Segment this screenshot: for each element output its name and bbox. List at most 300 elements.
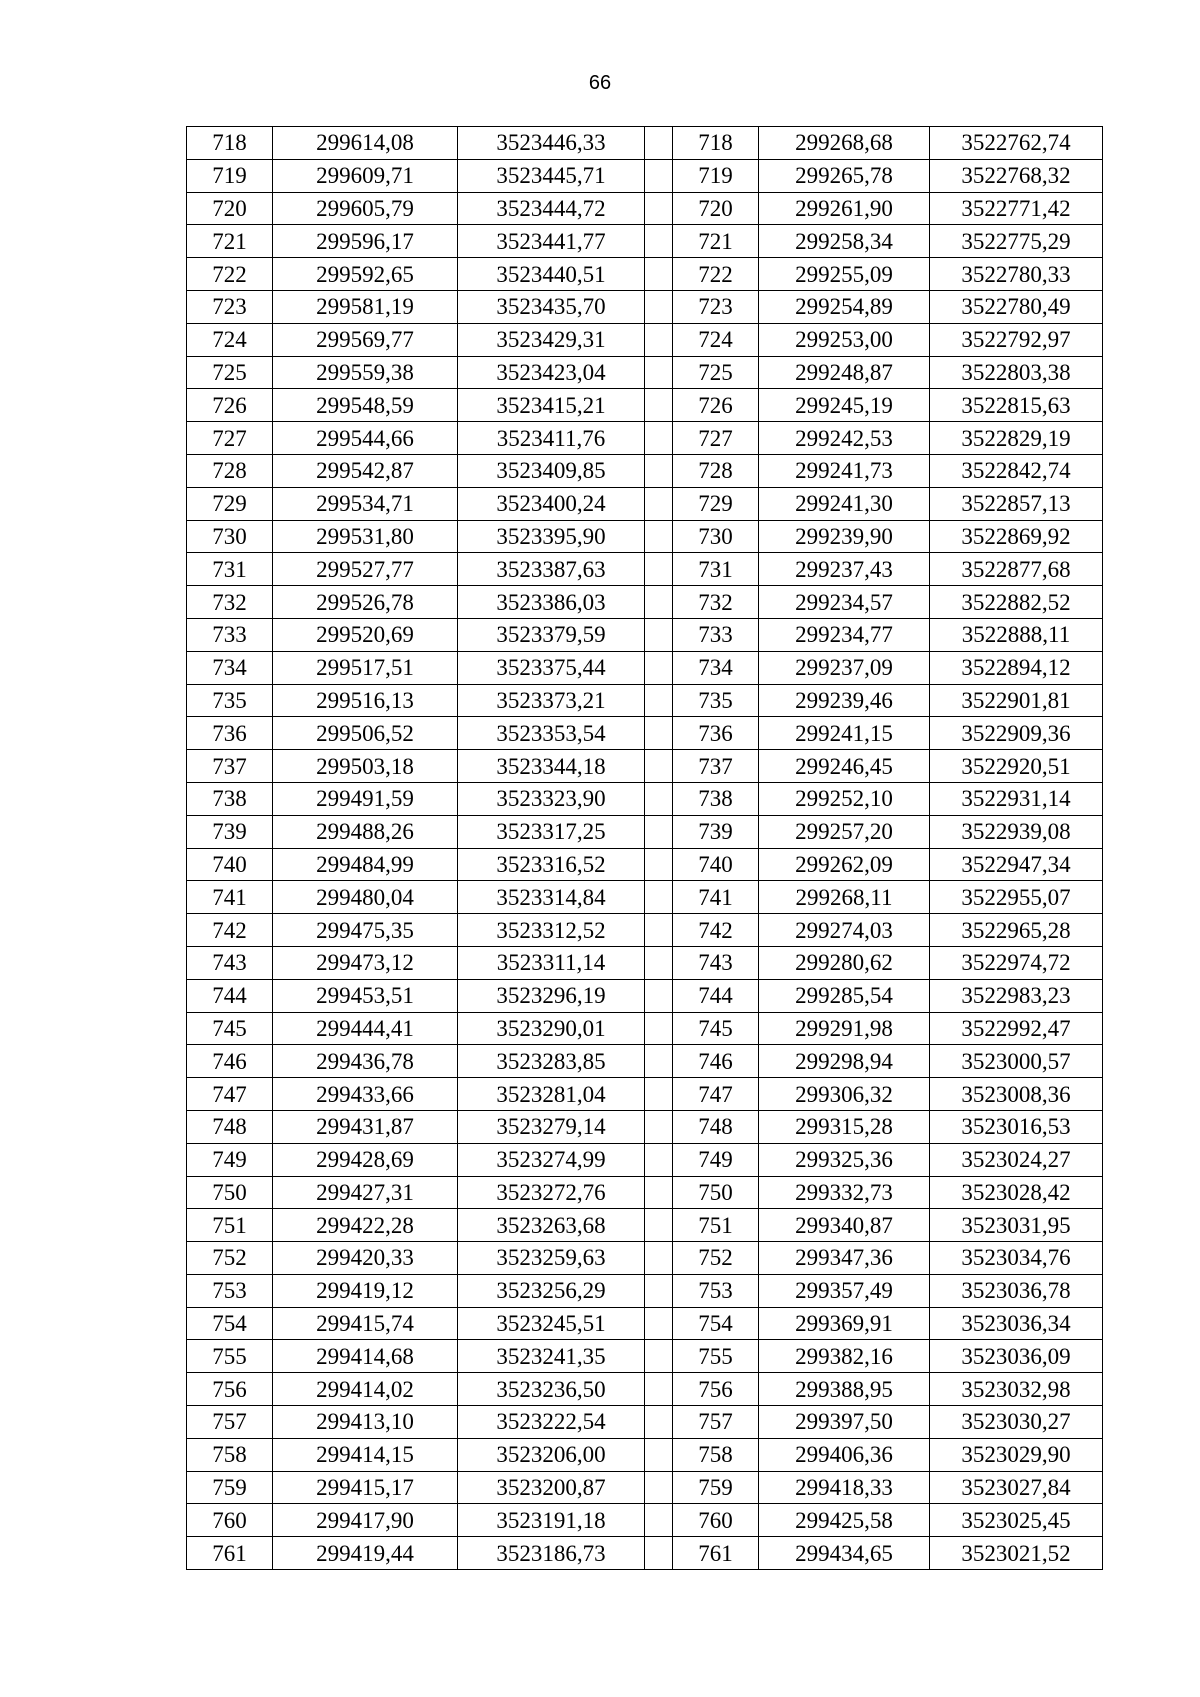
x-coordinate-cell-right: 299268,68	[759, 127, 930, 160]
x-coordinate-cell: 299548,59	[273, 389, 458, 422]
point-number-cell: 757	[187, 1406, 273, 1439]
x-coordinate-cell: 299520,69	[273, 618, 458, 651]
y-coordinate-cell: 3523323,90	[458, 782, 645, 815]
x-coordinate-cell-right: 299237,43	[759, 553, 930, 586]
point-number-cell-right: 740	[673, 848, 759, 881]
x-coordinate-cell-right: 299291,98	[759, 1012, 930, 1045]
point-number-cell-right: 733	[673, 618, 759, 651]
y-coordinate-cell-right: 3522762,74	[930, 127, 1103, 160]
y-coordinate-cell-right: 3522792,97	[930, 323, 1103, 356]
spacer-cell	[645, 946, 673, 979]
y-coordinate-cell-right: 3522888,11	[930, 618, 1103, 651]
point-number-cell-right: 756	[673, 1373, 759, 1406]
x-coordinate-cell-right: 299237,09	[759, 651, 930, 684]
x-coordinate-cell: 299414,02	[273, 1373, 458, 1406]
x-coordinate-cell: 299592,65	[273, 258, 458, 291]
point-number-cell-right: 724	[673, 323, 759, 356]
point-number-cell: 760	[187, 1504, 273, 1537]
point-number-cell-right: 738	[673, 782, 759, 815]
spacer-cell	[645, 651, 673, 684]
table-row	[187, 258, 1103, 291]
x-coordinate-cell: 299413,10	[273, 1406, 458, 1439]
table-row	[187, 1176, 1103, 1209]
y-coordinate-cell: 3523440,51	[458, 258, 645, 291]
y-coordinate-cell: 3523429,31	[458, 323, 645, 356]
y-coordinate-cell-right: 3523036,09	[930, 1340, 1103, 1373]
x-coordinate-cell: 299422,28	[273, 1209, 458, 1242]
spacer-cell	[645, 422, 673, 455]
x-coordinate-cell-right: 299241,15	[759, 717, 930, 750]
spacer-cell	[645, 290, 673, 323]
table-row	[187, 1110, 1103, 1143]
y-coordinate-cell-right: 3522931,14	[930, 782, 1103, 815]
y-coordinate-cell: 3523353,54	[458, 717, 645, 750]
point-number-cell: 726	[187, 389, 273, 422]
table-row	[187, 1504, 1103, 1537]
table-row	[187, 1406, 1103, 1439]
point-number-cell-right: 735	[673, 684, 759, 717]
table-row	[187, 1045, 1103, 1078]
y-coordinate-cell: 3523186,73	[458, 1537, 645, 1570]
point-number-cell: 752	[187, 1242, 273, 1275]
y-coordinate-cell-right: 3522974,72	[930, 946, 1103, 979]
x-coordinate-cell: 299415,74	[273, 1307, 458, 1340]
x-coordinate-cell-right: 299357,49	[759, 1274, 930, 1307]
x-coordinate-cell-right: 299234,77	[759, 618, 930, 651]
point-number-cell-right: 722	[673, 258, 759, 291]
y-coordinate-cell-right: 3523028,42	[930, 1176, 1103, 1209]
point-number-cell: 732	[187, 586, 273, 619]
spacer-cell	[645, 914, 673, 947]
point-number-cell-right: 730	[673, 520, 759, 553]
x-coordinate-cell: 299475,35	[273, 914, 458, 947]
point-number-cell-right: 754	[673, 1307, 759, 1340]
table-row	[187, 782, 1103, 815]
x-coordinate-cell-right: 299369,91	[759, 1307, 930, 1340]
y-coordinate-cell: 3523274,99	[458, 1143, 645, 1176]
point-number-cell: 740	[187, 848, 273, 881]
x-coordinate-cell-right: 299241,30	[759, 487, 930, 520]
coordinates-table	[186, 126, 1103, 1570]
point-number-cell: 744	[187, 979, 273, 1012]
table-row	[187, 159, 1103, 192]
x-coordinate-cell: 299605,79	[273, 192, 458, 225]
x-coordinate-cell-right: 299280,62	[759, 946, 930, 979]
spacer-cell	[645, 717, 673, 750]
point-number-cell: 743	[187, 946, 273, 979]
spacer-cell	[645, 1373, 673, 1406]
y-coordinate-cell: 3523317,25	[458, 815, 645, 848]
table-row	[187, 1537, 1103, 1570]
y-coordinate-cell: 3523272,76	[458, 1176, 645, 1209]
y-coordinate-cell: 3523373,21	[458, 684, 645, 717]
coordinates-table-body	[187, 127, 1103, 1570]
spacer-cell	[645, 1209, 673, 1242]
point-number-cell: 739	[187, 815, 273, 848]
spacer-cell	[645, 979, 673, 1012]
y-coordinate-cell: 3523283,85	[458, 1045, 645, 1078]
x-coordinate-cell: 299488,26	[273, 815, 458, 848]
y-coordinate-cell: 3523411,76	[458, 422, 645, 455]
y-coordinate-cell: 3523279,14	[458, 1110, 645, 1143]
x-coordinate-cell: 299484,99	[273, 848, 458, 881]
point-number-cell-right: 731	[673, 553, 759, 586]
spacer-cell	[645, 1471, 673, 1504]
point-number-cell: 729	[187, 487, 273, 520]
y-coordinate-cell-right: 3523008,36	[930, 1078, 1103, 1111]
y-coordinate-cell-right: 3522983,23	[930, 979, 1103, 1012]
point-number-cell: 749	[187, 1143, 273, 1176]
table-row	[187, 684, 1103, 717]
point-number-cell-right: 726	[673, 389, 759, 422]
y-coordinate-cell: 3523296,19	[458, 979, 645, 1012]
x-coordinate-cell-right: 299246,45	[759, 750, 930, 783]
y-coordinate-cell: 3523386,03	[458, 586, 645, 619]
point-number-cell: 751	[187, 1209, 273, 1242]
y-coordinate-cell-right: 3522992,47	[930, 1012, 1103, 1045]
point-number-cell: 756	[187, 1373, 273, 1406]
x-coordinate-cell: 299517,51	[273, 651, 458, 684]
spacer-cell	[645, 1078, 673, 1111]
y-coordinate-cell-right: 3523031,95	[930, 1209, 1103, 1242]
x-coordinate-cell: 299531,80	[273, 520, 458, 553]
y-coordinate-cell: 3523281,04	[458, 1078, 645, 1111]
y-coordinate-cell: 3523435,70	[458, 290, 645, 323]
point-number-cell: 761	[187, 1537, 273, 1570]
point-number-cell: 741	[187, 881, 273, 914]
point-number-cell: 723	[187, 290, 273, 323]
x-coordinate-cell-right: 299239,46	[759, 684, 930, 717]
x-coordinate-cell-right: 299285,54	[759, 979, 930, 1012]
y-coordinate-cell: 3523200,87	[458, 1471, 645, 1504]
y-coordinate-cell: 3523256,29	[458, 1274, 645, 1307]
table-row	[187, 454, 1103, 487]
y-coordinate-cell-right: 3523024,27	[930, 1143, 1103, 1176]
point-number-cell-right: 750	[673, 1176, 759, 1209]
point-number-cell: 718	[187, 127, 273, 160]
spacer-cell	[645, 454, 673, 487]
y-coordinate-cell-right: 3522869,92	[930, 520, 1103, 553]
point-number-cell: 750	[187, 1176, 273, 1209]
point-number-cell-right: 739	[673, 815, 759, 848]
table-row	[187, 717, 1103, 750]
table-row	[187, 127, 1103, 160]
y-coordinate-cell: 3523409,85	[458, 454, 645, 487]
x-coordinate-cell-right: 299347,36	[759, 1242, 930, 1275]
table-row	[187, 422, 1103, 455]
y-coordinate-cell-right: 3522829,19	[930, 422, 1103, 455]
y-coordinate-cell: 3523444,72	[458, 192, 645, 225]
x-coordinate-cell-right: 299239,90	[759, 520, 930, 553]
x-coordinate-cell: 299569,77	[273, 323, 458, 356]
spacer-cell	[645, 258, 673, 291]
y-coordinate-cell-right: 3522803,38	[930, 356, 1103, 389]
table-row	[187, 881, 1103, 914]
spacer-cell	[645, 1406, 673, 1439]
spacer-cell	[645, 389, 673, 422]
x-coordinate-cell: 299559,38	[273, 356, 458, 389]
table-row	[187, 651, 1103, 684]
table-row	[187, 290, 1103, 323]
point-number-cell-right: 732	[673, 586, 759, 619]
y-coordinate-cell-right: 3522815,63	[930, 389, 1103, 422]
spacer-cell	[645, 225, 673, 258]
x-coordinate-cell: 299415,17	[273, 1471, 458, 1504]
y-coordinate-cell: 3523236,50	[458, 1373, 645, 1406]
y-coordinate-cell: 3523445,71	[458, 159, 645, 192]
spacer-cell	[645, 1242, 673, 1275]
table-row	[187, 323, 1103, 356]
y-coordinate-cell-right: 3522775,29	[930, 225, 1103, 258]
y-coordinate-cell-right: 3522947,34	[930, 848, 1103, 881]
x-coordinate-cell-right: 299242,53	[759, 422, 930, 455]
table-row	[187, 1143, 1103, 1176]
y-coordinate-cell-right: 3522780,33	[930, 258, 1103, 291]
spacer-cell	[645, 1143, 673, 1176]
spacer-cell	[645, 1110, 673, 1143]
point-number-cell: 719	[187, 159, 273, 192]
point-number-cell-right: 728	[673, 454, 759, 487]
y-coordinate-cell: 3523441,77	[458, 225, 645, 258]
x-coordinate-cell-right: 299257,20	[759, 815, 930, 848]
point-number-cell: 724	[187, 323, 273, 356]
point-number-cell-right: 751	[673, 1209, 759, 1242]
y-coordinate-cell-right: 3523021,52	[930, 1537, 1103, 1570]
y-coordinate-cell-right: 3523036,78	[930, 1274, 1103, 1307]
spacer-cell	[645, 127, 673, 160]
spacer-cell	[645, 750, 673, 783]
table-row	[187, 225, 1103, 258]
point-number-cell: 734	[187, 651, 273, 684]
x-coordinate-cell: 299414,68	[273, 1340, 458, 1373]
spacer-cell	[645, 553, 673, 586]
table-row	[187, 1209, 1103, 1242]
x-coordinate-cell: 299596,17	[273, 225, 458, 258]
x-coordinate-cell-right: 299425,58	[759, 1504, 930, 1537]
y-coordinate-cell: 3523206,00	[458, 1438, 645, 1471]
x-coordinate-cell: 299516,13	[273, 684, 458, 717]
y-coordinate-cell: 3523245,51	[458, 1307, 645, 1340]
point-number-cell: 720	[187, 192, 273, 225]
y-coordinate-cell-right: 3522955,07	[930, 881, 1103, 914]
x-coordinate-cell: 299427,31	[273, 1176, 458, 1209]
y-coordinate-cell-right: 3522965,28	[930, 914, 1103, 947]
point-number-cell: 759	[187, 1471, 273, 1504]
y-coordinate-cell-right: 3523032,98	[930, 1373, 1103, 1406]
spacer-cell	[645, 520, 673, 553]
point-number-cell-right: 745	[673, 1012, 759, 1045]
table-row	[187, 815, 1103, 848]
x-coordinate-cell: 299453,51	[273, 979, 458, 1012]
y-coordinate-cell: 3523344,18	[458, 750, 645, 783]
x-coordinate-cell: 299581,19	[273, 290, 458, 323]
x-coordinate-cell-right: 299382,16	[759, 1340, 930, 1373]
x-coordinate-cell: 299544,66	[273, 422, 458, 455]
spacer-cell	[645, 1045, 673, 1078]
x-coordinate-cell: 299491,59	[273, 782, 458, 815]
point-number-cell-right: 727	[673, 422, 759, 455]
y-coordinate-cell-right: 3523016,53	[930, 1110, 1103, 1143]
x-coordinate-cell-right: 299325,36	[759, 1143, 930, 1176]
x-coordinate-cell-right: 299397,50	[759, 1406, 930, 1439]
table-row	[187, 1242, 1103, 1275]
x-coordinate-cell: 299527,77	[273, 553, 458, 586]
spacer-cell	[645, 1176, 673, 1209]
point-number-cell-right: 719	[673, 159, 759, 192]
y-coordinate-cell: 3523290,01	[458, 1012, 645, 1045]
x-coordinate-cell-right: 299406,36	[759, 1438, 930, 1471]
x-coordinate-cell-right: 299234,57	[759, 586, 930, 619]
y-coordinate-cell: 3523423,04	[458, 356, 645, 389]
table-row	[187, 848, 1103, 881]
table-row	[187, 553, 1103, 586]
y-coordinate-cell-right: 3523034,76	[930, 1242, 1103, 1275]
y-coordinate-cell-right: 3522909,36	[930, 717, 1103, 750]
point-number-cell: 721	[187, 225, 273, 258]
point-number-cell: 737	[187, 750, 273, 783]
table-row	[187, 1340, 1103, 1373]
x-coordinate-cell-right: 299306,32	[759, 1078, 930, 1111]
y-coordinate-cell-right: 3522920,51	[930, 750, 1103, 783]
x-coordinate-cell-right: 299253,00	[759, 323, 930, 356]
x-coordinate-cell-right: 299265,78	[759, 159, 930, 192]
spacer-cell	[645, 586, 673, 619]
x-coordinate-cell: 299414,15	[273, 1438, 458, 1471]
spacer-cell	[645, 1537, 673, 1570]
table-row	[187, 1471, 1103, 1504]
x-coordinate-cell-right: 299252,10	[759, 782, 930, 815]
point-number-cell-right: 718	[673, 127, 759, 160]
spacer-cell	[645, 815, 673, 848]
y-coordinate-cell: 3523387,63	[458, 553, 645, 586]
x-coordinate-cell-right: 299274,03	[759, 914, 930, 947]
point-number-cell-right: 743	[673, 946, 759, 979]
y-coordinate-cell-right: 3522877,68	[930, 553, 1103, 586]
y-coordinate-cell: 3523415,21	[458, 389, 645, 422]
y-coordinate-cell-right: 3522780,49	[930, 290, 1103, 323]
y-coordinate-cell-right: 3522768,32	[930, 159, 1103, 192]
point-number-cell-right: 757	[673, 1406, 759, 1439]
table-row	[187, 750, 1103, 783]
point-number-cell-right: 736	[673, 717, 759, 750]
x-coordinate-cell-right: 299254,89	[759, 290, 930, 323]
page-number: 66	[588, 72, 612, 94]
y-coordinate-cell: 3523312,52	[458, 914, 645, 947]
x-coordinate-cell-right: 299245,19	[759, 389, 930, 422]
y-coordinate-cell-right: 3522894,12	[930, 651, 1103, 684]
spacer-cell	[645, 1274, 673, 1307]
spacer-cell	[645, 487, 673, 520]
y-coordinate-cell-right: 3523027,84	[930, 1471, 1103, 1504]
y-coordinate-cell: 3523395,90	[458, 520, 645, 553]
point-number-cell-right: 748	[673, 1110, 759, 1143]
point-number-cell-right: 720	[673, 192, 759, 225]
spacer-cell	[645, 1012, 673, 1045]
table-row	[187, 192, 1103, 225]
x-coordinate-cell: 299480,04	[273, 881, 458, 914]
x-coordinate-cell: 299419,44	[273, 1537, 458, 1570]
table-row	[187, 520, 1103, 553]
point-number-cell: 753	[187, 1274, 273, 1307]
point-number-cell-right: 755	[673, 1340, 759, 1373]
x-coordinate-cell: 299436,78	[273, 1045, 458, 1078]
spacer-cell	[645, 881, 673, 914]
x-coordinate-cell-right: 299261,90	[759, 192, 930, 225]
y-coordinate-cell: 3523375,44	[458, 651, 645, 684]
table-row	[187, 979, 1103, 1012]
y-coordinate-cell-right: 3522939,08	[930, 815, 1103, 848]
x-coordinate-cell: 299431,87	[273, 1110, 458, 1143]
point-number-cell-right: 741	[673, 881, 759, 914]
y-coordinate-cell: 3523446,33	[458, 127, 645, 160]
point-number-cell-right: 721	[673, 225, 759, 258]
x-coordinate-cell: 299444,41	[273, 1012, 458, 1045]
point-number-cell-right: 752	[673, 1242, 759, 1275]
y-coordinate-cell: 3523259,63	[458, 1242, 645, 1275]
x-coordinate-cell: 299506,52	[273, 717, 458, 750]
point-number-cell-right: 746	[673, 1045, 759, 1078]
x-coordinate-cell: 299526,78	[273, 586, 458, 619]
point-number-cell-right: 737	[673, 750, 759, 783]
spacer-cell	[645, 323, 673, 356]
point-number-cell: 747	[187, 1078, 273, 1111]
point-number-cell: 722	[187, 258, 273, 291]
y-coordinate-cell-right: 3522771,42	[930, 192, 1103, 225]
table-row	[187, 618, 1103, 651]
x-coordinate-cell: 299614,08	[273, 127, 458, 160]
x-coordinate-cell: 299420,33	[273, 1242, 458, 1275]
x-coordinate-cell-right: 299388,95	[759, 1373, 930, 1406]
table-row	[187, 1307, 1103, 1340]
point-number-cell: 731	[187, 553, 273, 586]
x-coordinate-cell: 299419,12	[273, 1274, 458, 1307]
x-coordinate-cell-right: 299255,09	[759, 258, 930, 291]
x-coordinate-cell: 299428,69	[273, 1143, 458, 1176]
x-coordinate-cell-right: 299268,11	[759, 881, 930, 914]
x-coordinate-cell-right: 299332,73	[759, 1176, 930, 1209]
spacer-cell	[645, 1307, 673, 1340]
x-coordinate-cell: 299503,18	[273, 750, 458, 783]
point-number-cell-right: 753	[673, 1274, 759, 1307]
spacer-cell	[645, 356, 673, 389]
y-coordinate-cell-right: 3522882,52	[930, 586, 1103, 619]
y-coordinate-cell: 3523400,24	[458, 487, 645, 520]
table-row	[187, 1078, 1103, 1111]
y-coordinate-cell: 3523263,68	[458, 1209, 645, 1242]
spacer-cell	[645, 782, 673, 815]
x-coordinate-cell-right: 299298,94	[759, 1045, 930, 1078]
spacer-cell	[645, 1438, 673, 1471]
x-coordinate-cell: 299609,71	[273, 159, 458, 192]
point-number-cell-right: 761	[673, 1537, 759, 1570]
y-coordinate-cell: 3523379,59	[458, 618, 645, 651]
point-number-cell: 727	[187, 422, 273, 455]
point-number-cell-right: 742	[673, 914, 759, 947]
y-coordinate-cell-right: 3523036,34	[930, 1307, 1103, 1340]
y-coordinate-cell: 3523314,84	[458, 881, 645, 914]
x-coordinate-cell-right: 299418,33	[759, 1471, 930, 1504]
point-number-cell-right: 729	[673, 487, 759, 520]
point-number-cell: 735	[187, 684, 273, 717]
point-number-cell-right: 734	[673, 651, 759, 684]
point-number-cell: 758	[187, 1438, 273, 1471]
y-coordinate-cell-right: 3523025,45	[930, 1504, 1103, 1537]
point-number-cell: 736	[187, 717, 273, 750]
x-coordinate-cell: 299542,87	[273, 454, 458, 487]
x-coordinate-cell-right: 299315,28	[759, 1110, 930, 1143]
table-row	[187, 389, 1103, 422]
spacer-cell	[645, 192, 673, 225]
